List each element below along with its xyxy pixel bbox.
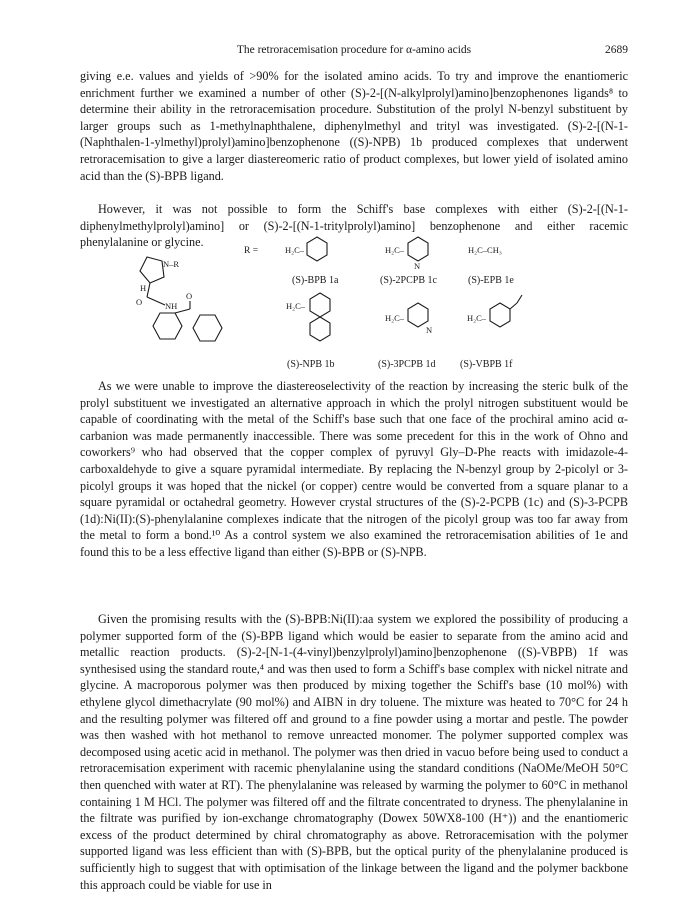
benzene-ring-right [193,315,222,341]
caption-3pcpb: (S)-3PCPB 1d [378,359,436,370]
vbpb-ch2-label: H₂C– [467,313,487,323]
caption-2pcpb: (S)-2PCPB 1c [380,275,437,286]
3pcpb-ch2-label: H₂C– [385,313,405,323]
3pcpb-n-label: N [426,325,433,335]
running-title: The retroracemisation procedure for α-amino acids [236,44,472,56]
core-amide-o-label: O [136,297,143,307]
caption-bpb: (S)-BPB 1a [292,275,339,286]
core-ketone-o-label: O [186,291,193,301]
r-equals-label: R = [244,246,259,256]
paragraph-4: Given the promising results with the (S)-BPB:Ni(II):aa system we explored the possibility of producing a polymer supported form of the (S)-BPB ligand which would be easier to separate from the amino acid and metallic reaction products. (S)-2-[N-1-(4-vinyl)benzylprolyl)amino]benzophenone ((S)-VBPB) 1f was synthesised using the standard route,⁴ and was then used to form a Schiff's base complex with nickel nitrate and glycine. A macroporous polymer was then produced by mixing together the Schiff's base (10 mol%) with ethylene glycol dimethacrylate (90 mol%) and AIBN in dry toluene. The mixture was heated to 70°C for 24 h and the resulting polymer was filtered off and ground to a fine powder using a mortar and pestle. The powder was then washed with hot methanol to remove unreacted monomer. The polymer supported complex was decomposed using acetic acid in methanol. The polymer was then dried in vacuo before being used to conduct a retroracemisation experiment with racemic phenylalanine using the standard conditions (NaOMe/MeOH 50°C then quenched with water at RT). The phenylalanine was released by warming the polymer to 60°C in methanol containing 1 M HCl. The polymer was filtered off and the filtrate concentrated to dryness. The phenylalanine in the filtrate was purified by ion-exchange chromatography (Dowex 50WX8-100 (H⁺)) and the enantiomeric excess of the product determined by chiral chromatography as above. Retroracemisation with the polymer supported ligand was less efficient than with (S)-BPB, but the optical purity of the phenylalanine produced is sufficiently high to suggest that with optimisation of the linkage between the ligand and the polymer backbone this approach could be viable for use in [80,612,628,892]
pyrrolidine-ring [140,257,164,283]
caption-vbpb: (S)-VBPB 1f [460,359,513,370]
core-n-r-label: N–R [163,259,180,269]
paragraph-3: As we were unable to improve the diastereoselectivity of the reaction by increasing the steric bulk of the prolyl substituent we investigated an alternative approach in which the prolyl nitrogen substituent would be capable of coordinating with the metal of the Schiff's base such that one face of the prochiral amino acid α-carbanion was made permanently inaccessible. There was some precedent for this in the work of Ohno and coworkers⁹ who had observed that the copper complex of pyruvyl Gly–D-Phe reacts with imidazole-4-carboxaldehyde to give a square pyramidal intermediate. By replacing the N-benzyl group by 2-picolyl or 3-picolyl groups it was hoped that the nickel (or copper) centre would be converted from a square planar to a square pyramidal or octahedral geometry. However crystal structures of the (S)-2-PCPB (1c) and (S)-3-PCPB (1d):Ni(II):(S)-phenylalanine complexes indicate that the nitrogen of the picolyl group was too far away from the metal to form a bond.¹⁰ As a control system we also examined the retroracemisation abilities of 1e and found this to be a less effective ligand than either (S)-BPB or (S)-NPB. [80,379,628,559]
page-number: 2689 [605,44,628,56]
2pcpb-ch2-label: H₂C– [385,245,405,255]
benzene-ring-left [153,313,182,339]
core-h-label: H [140,283,147,293]
caption-epb: (S)-EPB 1e [468,275,514,286]
ligand-structure-scheme [0,225,692,375]
paragraph-1: giving e.e. values and yields of >90% for the isolated amino acids. To try and improve the enantiomeric enrichment further we examined a number of other (S)-2-[(N-alkylprolyl)amino]benzophenones ligands⁸ to determine their ability in the retroracemisation procedure. Substitution of the prolyl N-benzyl substituent by larger groups such as 1-methylnaphthalene, diphenylmethyl and trityl was investigated. (S)-2-[(N-1-(Naphthalen-1-ylmethyl)prolyl)amino]benzophenone ((S)-NPB) 1b produced complexes that underwent retroracemisation to give a larger diastereomeric ratio of product complexes, but lower yield of isolated amino acid than the (S)-BPB ligand. [80,69,628,183]
caption-npb: (S)-NPB 1b [287,359,335,370]
core-nh-label: NH [165,301,178,311]
epb-ethyl-label: H₂C–CH₃ [468,245,502,255]
paragraph-2: However, it was not possible to form the Schiff's base complexes with either (S)-2-[(N-1-diphenylmethylprolyl)amino] or (S)-2-[(N-1-tritylprolyl)amino] benzophenone and either racemic phenylalanine or glycine. [80,202,628,250]
npb-ch2-label: H₂C– [286,301,306,311]
bpb-ch2-label: H₂C– [285,245,305,255]
running-header [80,44,628,60]
2pcpb-n-label: N [414,261,421,271]
